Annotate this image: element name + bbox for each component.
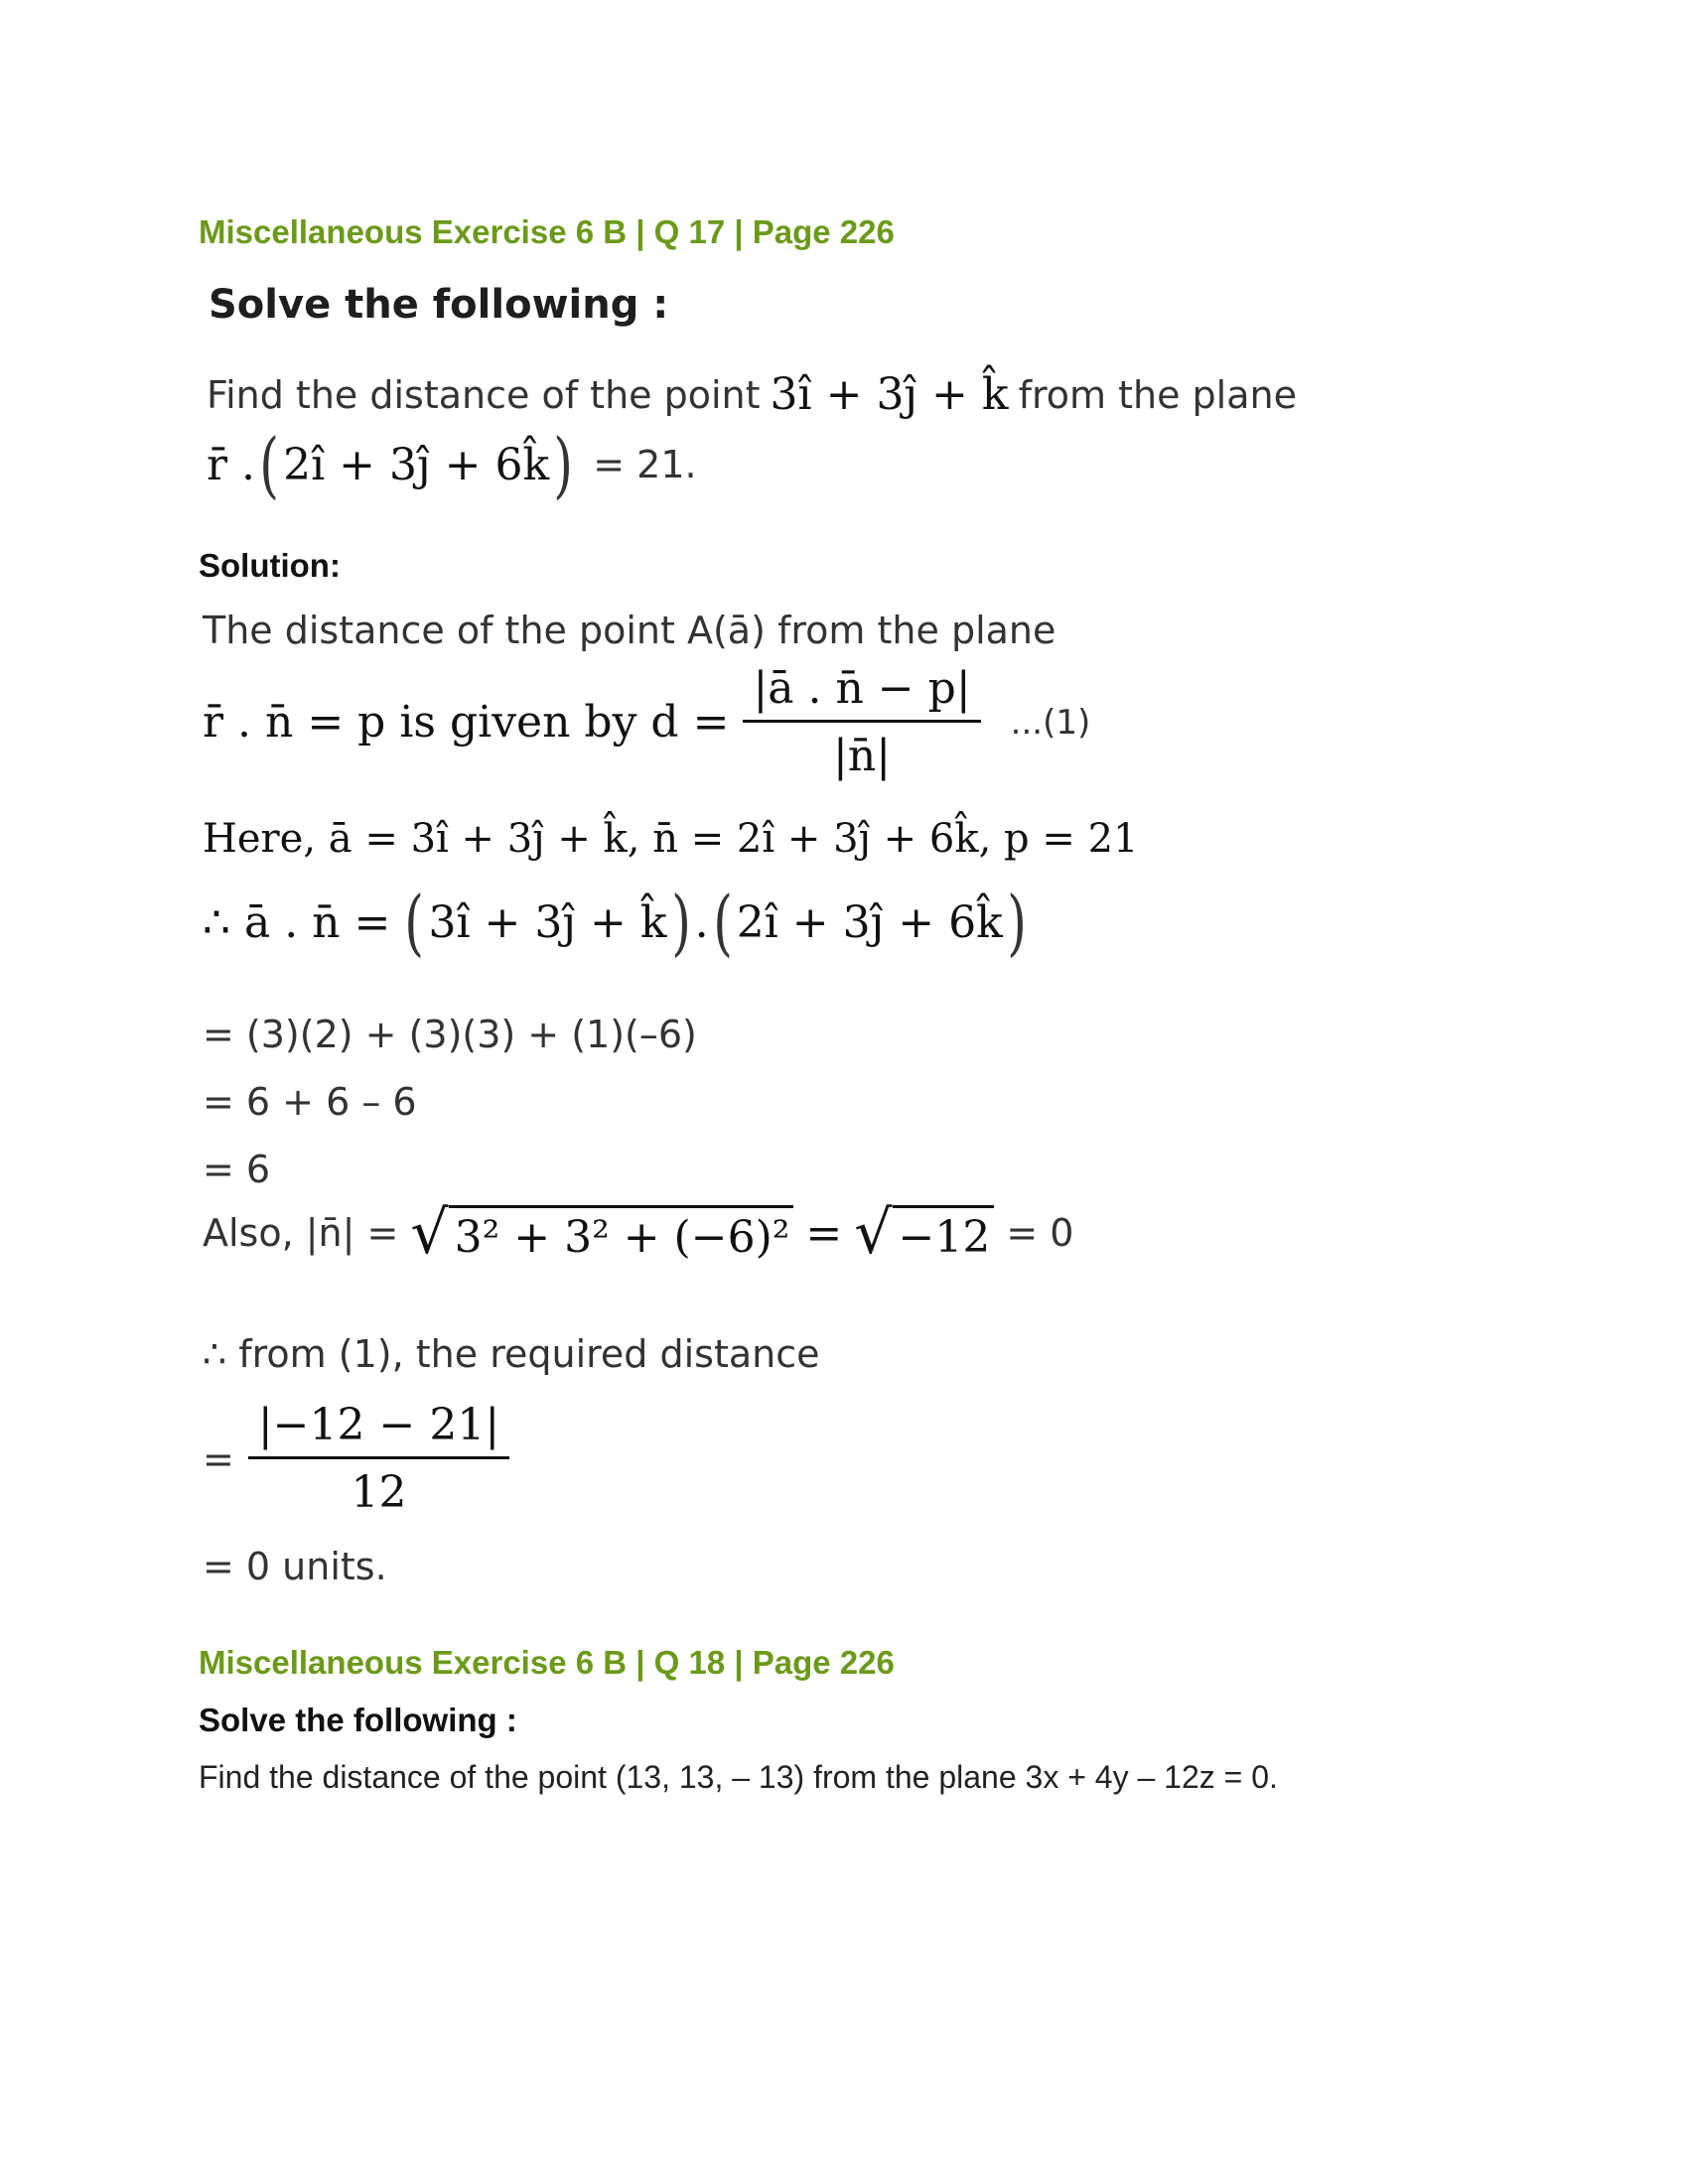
- q17-question-line1: [207, 369, 1297, 420]
- left-paren: (: [259, 423, 279, 506]
- solution-label: Solution:: [199, 547, 341, 584]
- sol-final-fraction: [248, 1400, 509, 1518]
- sqrt-expression: [410, 1198, 793, 1268]
- sol-step3: = 6: [203, 1148, 271, 1191]
- q17-question-eq: = 21.: [593, 443, 697, 486]
- left-paren: (: [712, 881, 733, 964]
- sol-dot-line: [203, 881, 1031, 964]
- q17-question-normal: 2î + 3ĵ + 6k̂: [283, 439, 550, 490]
- q18-question: Find the distance of the point (13, 13, – 13) from the plane 3x + 4y – 12z = 0.: [199, 1759, 1278, 1795]
- sol-formula-fraction: [743, 663, 980, 781]
- q17-header: Miscellaneous Exercise 6 B | Q 17 | Page 226: [199, 213, 895, 250]
- q17-solve-label: Solve the following :: [209, 282, 669, 328]
- sol-formula-line: [203, 663, 1090, 781]
- sol-final-line: [203, 1400, 523, 1518]
- sol-here: Here, ā = 3î + 3ĵ + k̂, n̄ = 2î + 3ĵ + 6k̂, p = 21: [203, 816, 1139, 862]
- sol-dot-n: 2î + 3ĵ + 6k̂: [736, 896, 1003, 948]
- sol-formula-den: |n̄|: [833, 731, 892, 781]
- q17-question-r: r̄ .: [207, 439, 256, 490]
- q17-question-line2: [207, 423, 697, 506]
- sol-final-eq: =: [203, 1436, 234, 1481]
- sol-final-den: 12: [351, 1467, 407, 1518]
- dot-operator: .: [694, 896, 709, 948]
- sqrt-icon: √: [410, 1198, 449, 1268]
- sol-answer: = 0 units.: [203, 1545, 387, 1588]
- sol-dot-a: 3î + 3ĵ + k̂: [428, 896, 667, 948]
- q17-question-point: 3î + 3ĵ + k̂: [770, 369, 1009, 420]
- sol-formula-text: r̄ . n̄ = p is given by d =: [203, 697, 730, 748]
- sol-also-radicand2: −12: [893, 1205, 995, 1263]
- q18-solve-label: Solve the following :: [199, 1702, 517, 1738]
- sol-therefore: ∴ from (1), the required distance: [203, 1332, 820, 1376]
- sol-also-line: [203, 1198, 1074, 1268]
- left-paren: (: [404, 881, 425, 964]
- sol-also-result: = 0: [1006, 1211, 1074, 1255]
- sol-formula-tag: ...(1): [1010, 702, 1091, 743]
- q17-question-text: Find the distance of the point: [207, 372, 761, 417]
- sol-line1: The distance of the point A(ā) from the plane: [203, 609, 1056, 652]
- sol-also-radicand: 3² + 3² + (−6)²: [449, 1205, 794, 1263]
- sol-dot-lhs: ∴ ā . n̄ =: [203, 896, 391, 948]
- sol-also-eq: =: [805, 1207, 843, 1259]
- sqrt-icon: √: [854, 1198, 893, 1268]
- sol-also-prefix: Also, |n̄| =: [203, 1211, 399, 1255]
- q17-question-suffix: from the plane: [1018, 372, 1297, 417]
- sol-formula-num: |ā . n̄ − p|: [743, 663, 980, 723]
- right-paren: ): [553, 423, 574, 506]
- sqrt-expression-2: [854, 1198, 994, 1268]
- right-paren: ): [1006, 881, 1027, 964]
- sol-final-num: |−12 − 21|: [248, 1400, 509, 1459]
- sol-step2: = 6 + 6 – 6: [203, 1080, 417, 1124]
- q18-header: Miscellaneous Exercise 6 B | Q 18 | Page 226: [199, 1644, 895, 1681]
- right-paren: ): [670, 881, 691, 964]
- sol-step1: = (3)(2) + (3)(3) + (1)(–6): [203, 1013, 697, 1056]
